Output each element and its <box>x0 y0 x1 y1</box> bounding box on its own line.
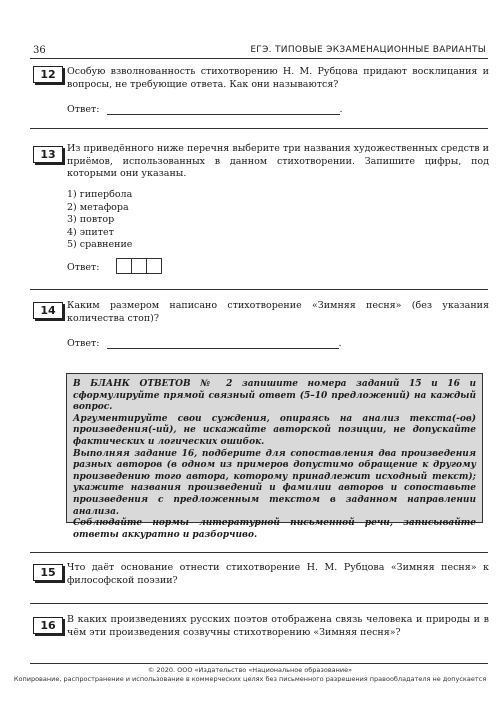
task-15-text: Что даёт основание отнести стихотворение Н. М. Рубцова «Зимняя песня» к философской поэзии? <box>67 562 489 586</box>
option-item: 4) эпитет <box>67 226 114 238</box>
instructions-box <box>66 373 483 540</box>
instructions-paragraph: Выполняя задание 16, подберите для сопоставления два произведения разных авторов (в одном из примеров допустимо обращение к другому произведению того автора, которому принадлежит исходный текст); укажите названия произведений и фамилии авторов и сопоставьте произведения с предложенным текстом в заданном направлении анализа. <box>73 448 476 517</box>
option-item: 1) гипербола <box>67 189 133 200</box>
option-item: 3) повтор <box>67 214 115 225</box>
header-divider <box>30 58 488 59</box>
task-14-answer <box>67 338 342 349</box>
answer-cells-13 <box>116 258 161 274</box>
task-13-text: Из приведённого ниже перечня выберите три названия художественных средств и приёмов, использованных в данном стихотворении. Запишите цифры, под которыми они указаны. <box>67 143 489 179</box>
option-item: 5) сравнение <box>67 239 133 250</box>
answer-label: Ответ: <box>67 338 100 349</box>
task-number-13: 13 <box>33 146 63 163</box>
task-13-options <box>67 189 132 252</box>
answer-cell[interactable] <box>146 258 162 274</box>
answer-end: . <box>339 104 343 115</box>
task-13-answer-label: Ответ: <box>67 262 100 273</box>
page-number: 36 <box>33 45 46 56</box>
option-item: 2) метафора <box>67 201 129 213</box>
section-divider <box>30 552 488 553</box>
footer-copyright: © 2020. ООО «Издательство «Национальное образование» <box>147 666 353 674</box>
answer-cell[interactable] <box>131 258 147 274</box>
instructions-paragraph: В БЛАНК ОТВЕТОВ № 2 запишите номера заданий 15 и 16 и сформулируйте прямой связный ответ (5–10 предложений) на каждый вопрос. <box>73 379 476 413</box>
answer-cell[interactable] <box>116 258 132 274</box>
footer-divider <box>30 663 488 664</box>
section-divider <box>30 289 488 290</box>
answer-label: Ответ: <box>67 104 100 115</box>
answer-line-12[interactable] <box>107 104 340 115</box>
task-number-16: 16 <box>33 617 63 634</box>
answer-line-14[interactable] <box>107 338 339 349</box>
task-12-text: Особую взволнованность стихотворению Н. М. Рубцова придают восклицания и вопросы, не требующие ответа. Как они называются? <box>67 66 489 90</box>
task-16-text: В каких произведениях русских поэтов отображена связь человека и природы и в чём эти произведения созвучны стихотворению «Зимняя песня»? <box>67 614 489 638</box>
task-number-12: 12 <box>33 66 63 83</box>
running-title: ЕГЭ. ТИПОВЫЕ ЭКЗАМЕНАЦИОННЫЕ ВАРИАНТЫ <box>250 45 486 55</box>
task-number-14: 14 <box>33 302 63 319</box>
task-14-text: Каким размером написано стихотворение «Зимняя песня» (без указания количества стоп)? <box>67 300 489 324</box>
task-number-15: 15 <box>33 564 63 581</box>
instructions-paragraph: Аргументируйте свои суждения, опираясь на анализ текста(-ов) произведения(-ий), не искажайте авторской позиции, не допускайте фактических и логических ошибок. <box>73 413 476 447</box>
footer-notice: Копирование, распространение и использование в коммерческих целях без письменного разрешения правообладателя не допускается <box>13 675 487 683</box>
section-divider <box>30 128 488 129</box>
answer-end: . <box>338 338 342 349</box>
instructions-paragraph: Соблюдайте нормы литературной письменной речи, записывайте ответы аккуратно и разборчиво. <box>73 518 476 540</box>
task-12-answer <box>67 104 343 115</box>
section-divider <box>30 603 488 604</box>
